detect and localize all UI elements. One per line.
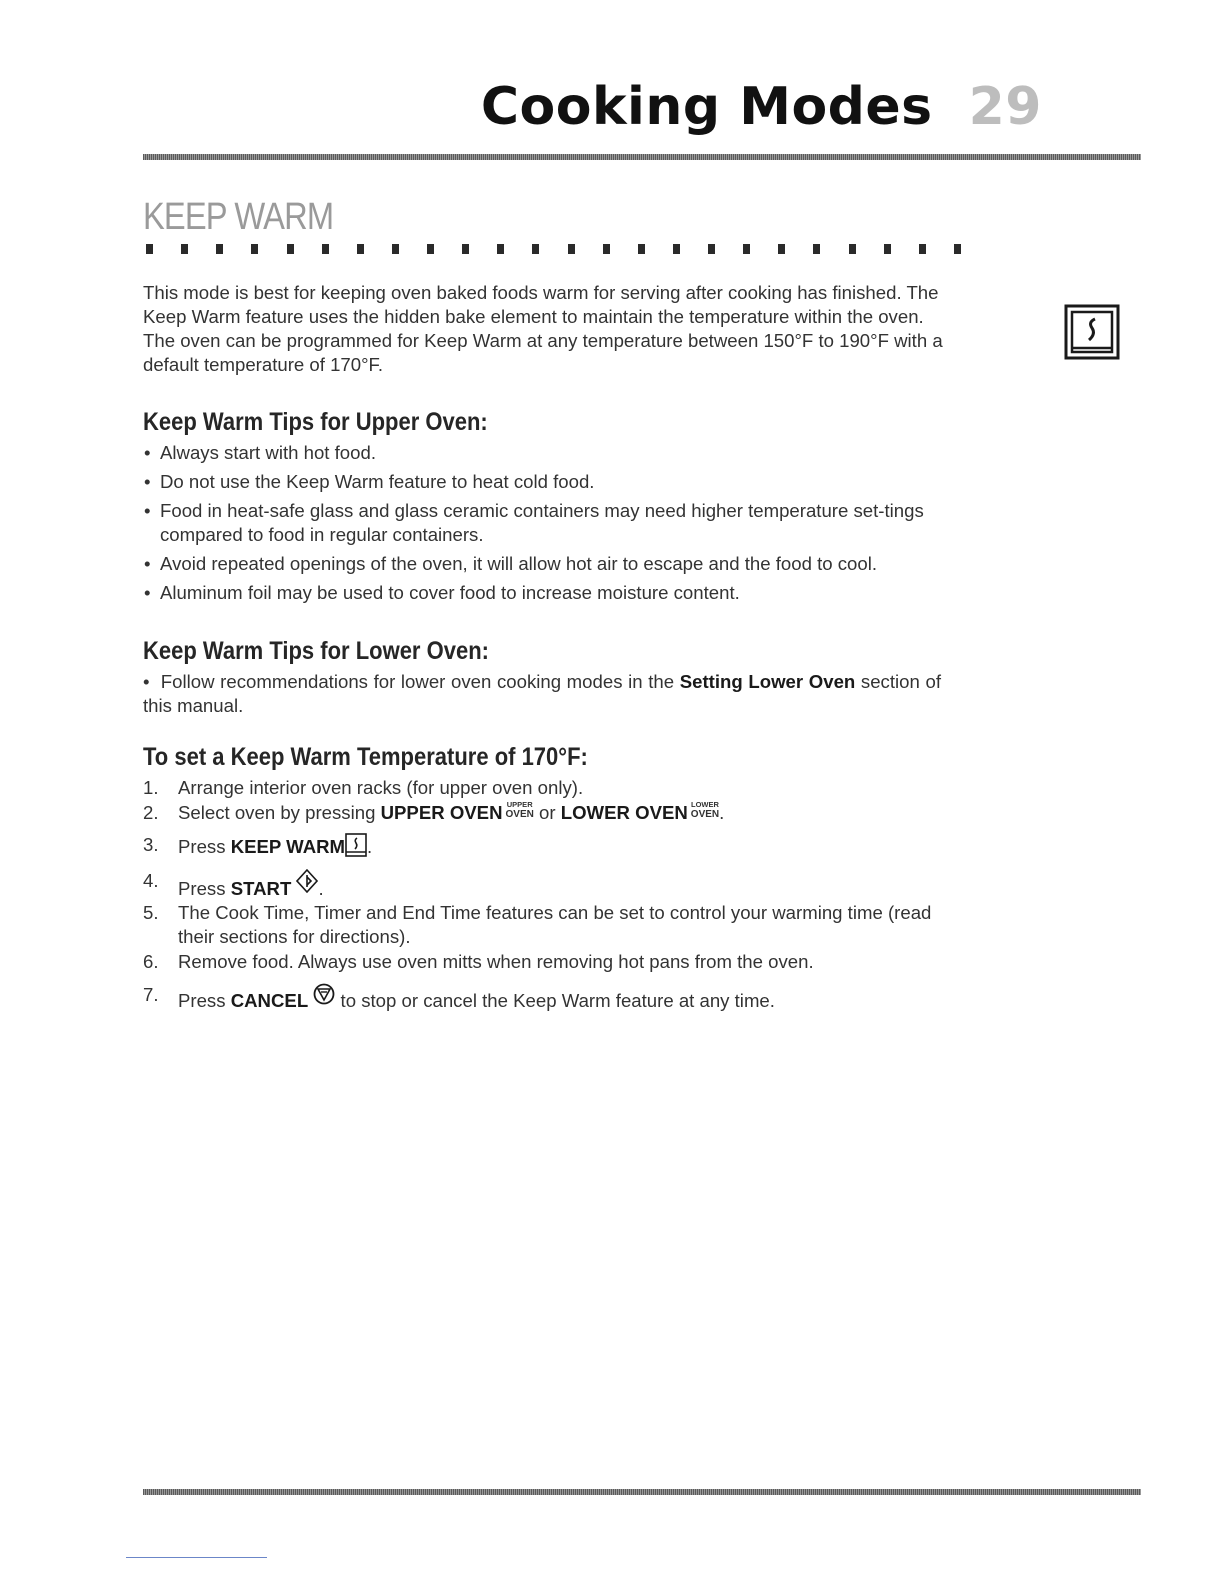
lower-oven-key-icon: LOWER OVEN <box>690 800 720 820</box>
step-2: 2. Select oven by pressing UPPER OVEN UPPER OVEN or LOWER OVEN LOWER OVEN . <box>143 800 725 823</box>
intro-paragraph: This mode is best for keeping oven baked foods warm for serving after cooking has finished. The Keep Warm feature uses the hidden bake element to maintain the temperature within the oven. The oven can be programmed for Keep Warm at any temperature between 150°F to 190°F with a default temperature of 170°F. <box>143 282 943 375</box>
footer-link-underline <box>126 1557 267 1558</box>
upper-oven-tips-heading: Keep Warm Tips for Upper Oven: <box>143 408 488 436</box>
keep-warm-icon <box>345 833 367 857</box>
upper-oven-tips-list <box>143 441 943 610</box>
step-1: 1. Arrange interior oven racks (for upper oven only). <box>143 777 584 798</box>
keep-warm-icon <box>1064 304 1120 360</box>
list-item: • Do not use the Keep Warm feature to heat cold food. <box>143 470 943 494</box>
steps-list <box>143 776 953 1013</box>
start-key: START <box>230 878 292 899</box>
list-item: • Aluminum foil may be used to cover food to increase moisture content. <box>143 581 943 605</box>
step-3: 3. Press KEEP WARM . <box>143 834 373 857</box>
page-header <box>0 74 1042 140</box>
lower-oven-key: LOWER OVEN <box>560 802 688 823</box>
step-5: 5. The Cook Time, Timer and End Time features can be set to control your warming time (read their sections for directions). <box>143 902 932 947</box>
section-title: KEEP WARM <box>143 196 334 238</box>
header-rule <box>143 154 1141 160</box>
page-number: 29 <box>968 77 1042 137</box>
page-title: Cooking Modes <box>480 77 933 137</box>
start-icon <box>296 869 318 893</box>
step-6: 6. Remove food. Always use oven mitts when removing hot pans from the oven. <box>143 951 814 972</box>
list-item: • Food in heat-safe glass and glass ceramic containers may need higher temperature set-tings compared to food in regular containers. <box>143 499 943 547</box>
step-7: 7. Press CANCEL to stop or cancel the Keep Warm feature at any time. <box>143 984 775 1011</box>
dotted-divider <box>146 244 961 254</box>
steps-heading: To set a Keep Warm Temperature of 170°F: <box>143 743 588 771</box>
cancel-key: CANCEL <box>230 990 309 1011</box>
step-4: 4. Press START . <box>143 870 324 899</box>
lower-oven-tips-heading: Keep Warm Tips for Lower Oven: <box>143 637 489 665</box>
cancel-icon <box>313 983 335 1005</box>
footer-rule <box>143 1489 1141 1495</box>
section-reference: Setting Lower Oven <box>679 671 856 692</box>
lower-oven-tip: • Follow recommendations for lower oven cooking modes in the Setting Lower Oven section of this manual. <box>143 671 941 716</box>
keep-warm-key: KEEP WARM <box>230 836 346 857</box>
upper-oven-key-icon: UPPER OVEN <box>505 800 534 820</box>
list-item: • Always start with hot food. <box>143 441 943 465</box>
upper-oven-key: UPPER OVEN <box>380 802 503 823</box>
list-item: • Avoid repeated openings of the oven, it will allow hot air to escape and the food to cool. <box>143 552 943 576</box>
